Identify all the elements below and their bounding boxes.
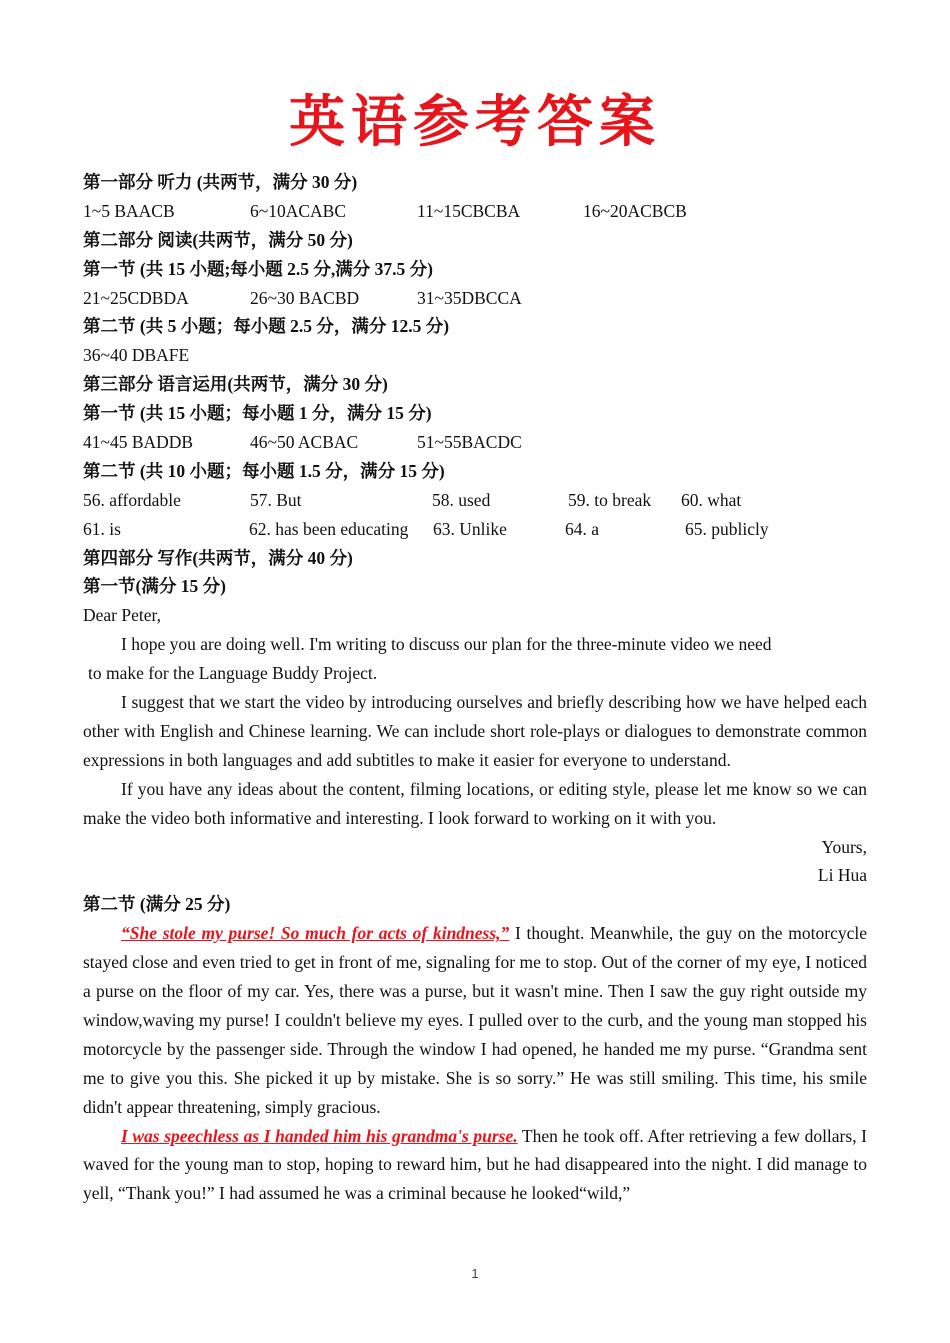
part2-section1-heading: 第一节 (共 15 小题;每小题 2.5 分,满分 37.5 分) [83, 258, 433, 279]
letter-paragraph: I suggest that we start the video by introducing ourselves and briefly describing how we have helped each other with English and Chinese learning. We can include short role-plays or dialogues to demonstrate common expressions in both languages and add subtitles to make it easier for everyone to understand. [83, 692, 867, 770]
answer-group: 1~5 BAACB [83, 200, 175, 221]
letter-signature: Li Hua [817, 865, 867, 886]
part1-answers [83, 197, 867, 226]
answer-item: 64. a [565, 518, 600, 539]
part3-section2-heading: 第二节 (共 10 小题；每小题 1.5 分，满分 15 分) [83, 460, 445, 481]
answer-group: 26~30 BACBD [250, 287, 360, 308]
answer-item: 61. is [83, 518, 121, 539]
part3-heading: 第三部分 语言运用(共两节，满分 30 分) [83, 374, 388, 395]
page-title: 英语参考答案 [289, 89, 661, 155]
part4-section1-heading: 第一节(满分 15 分) [83, 576, 226, 597]
part3-section1-answers [83, 428, 867, 457]
answer-item: 60. what [681, 489, 742, 510]
answer-group: 41~45 BADDB [83, 432, 194, 453]
part4-heading: 第四部分 写作(共两节，满分 40 分) [83, 547, 353, 568]
part3-answers-row1 [83, 486, 867, 515]
answer-item: 65. publicly [685, 518, 769, 539]
answer-group: 6~10ACABC [250, 200, 347, 221]
answer-group: 51~55BACDC [417, 432, 522, 453]
part3-answers-row2 [83, 515, 867, 544]
part3-section1-heading: 第一节 (共 15 小题；每小题 1 分，满分 15 分) [83, 403, 432, 424]
part2-heading: 第二部分 阅读(共两节，满分 50 分) [83, 229, 353, 250]
part1-heading: 第一部分 听力 (共两节，满分 30 分) [83, 172, 358, 192]
answer-item: 62. has been educating [249, 518, 409, 539]
letter-paragraph: I hope you are doing well. I'm writing to discuss our plan for the three-minute video we need [121, 634, 772, 655]
answer-item: 57. But [250, 489, 302, 510]
part2-section1-answers [83, 284, 867, 313]
answer-group: 21~25CDBDA [83, 287, 189, 308]
answer-group: 31~35DBCCA [417, 287, 522, 308]
answer-item: 59. to break [568, 489, 652, 510]
given-sentence: I was speechless as I handed him his grandma's purse. [121, 1125, 518, 1146]
given-sentence: “She stole my purse! So much for acts of kindness,” [121, 923, 510, 944]
part4-section2-heading: 第二节 (满分 25 分) [83, 894, 231, 915]
answer-group: 16~20ACBCB [583, 200, 687, 221]
answer-item: 58. used [432, 489, 491, 510]
letter-paragraph: If you have any ideas about the content, filming locations, or editing style, please let me know so we can make the video both informative and interesting. I look forward to working on it with you. [83, 778, 867, 828]
letter-paragraph-cont: to make for the Language Buddy Project. [88, 663, 378, 684]
story-text: Then he took off. After retrieving a few dollars, I waved for the young man to stop, hoping to reward him, but he had disappeared into the night. I did manage to yell, “Thank you!” I had assumed he was a criminal because he looked“wild,” [83, 1125, 867, 1204]
answer-item: 63. Unlike [433, 518, 507, 539]
page-number: 1 [471, 1266, 479, 1281]
answer-group: 46~50 ACBAC [250, 432, 359, 453]
letter-salutation: Dear Peter, [83, 605, 162, 626]
document-body [83, 168, 867, 1208]
part2-section2-answers: 36~40 DBAFE [83, 345, 190, 366]
story-paragraph [83, 919, 867, 1121]
letter-closing: Yours, [821, 836, 867, 857]
part2-section2-heading: 第二节 (共 5 小题；每小题 2.5 分，满分 12.5 分) [83, 316, 450, 337]
story-paragraph [83, 1122, 867, 1209]
answer-item: 56. affordable [83, 489, 181, 510]
story-text: I thought. Meanwhile, the guy on the motorcycle stayed close and even tried to get in front of me, signaling for me to stop. Out of the corner of my eye, I noticed a purse on the floor of my car. Yes, there was a purse, but it wasn't mine. Then I saw the guy right outside my window,waving my purse! I couldn't believe my eyes. I pulled over to the curb, and the young man stopped his motorcycle by the passenger side. Through the window I had opened, he handed me my purse. “Grandma sent me to give you this. She picked it up by mistake. She is so sorry.” He was still smiling. This time, his smile didn't appear threatening, simply gracious. [83, 923, 867, 1117]
answer-group: 11~15CBCBA [417, 200, 521, 221]
